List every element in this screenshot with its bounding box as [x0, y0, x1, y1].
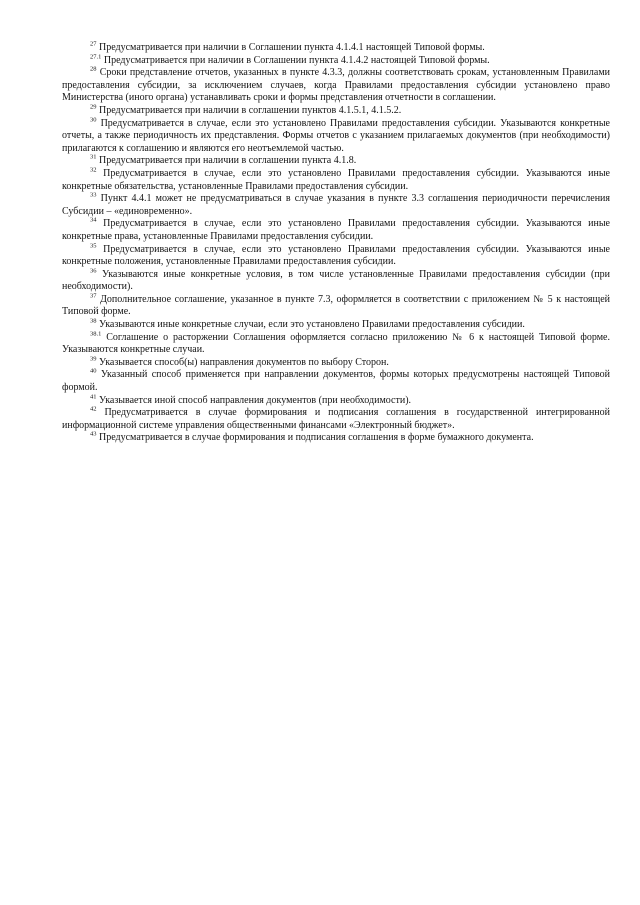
- footnote-mark: 39: [90, 355, 97, 363]
- footnote: [62, 67, 610, 105]
- footnote-mark: 37: [90, 292, 97, 300]
- footnote-text: Предусматривается в случае, если это установлено Правилами предоставления субсидии. Указываются иные конкретные обязательства, установленные Правилами предоставления субсидии.: [62, 167, 610, 192]
- footnote: [62, 332, 610, 357]
- footnote-text: Предусматривается при наличии в соглашении пункта 4.1.8.: [99, 155, 357, 167]
- footnote-mark: 40: [90, 368, 97, 376]
- footnote-mark: 42: [90, 405, 97, 413]
- footnote-text: Предусматривается в случае формирования и подписания соглашения в государственной интегрированной информационной системе управления общественными финансами «Электронный бюджет».: [62, 407, 610, 431]
- footnote-text: Пункт 4.4.1 может не предусматриваться в случае указания в пункте 3.3 соглашения периодичности перечисления Субсидии – «единовременно».: [62, 193, 611, 217]
- footnote-mark: 31: [90, 154, 97, 162]
- footnote-text: Предусматривается в случае, если это установлено Правилами предоставления субсидии. Указываются иные конкретные права, установленные Правилами предоставления субсидии.: [62, 218, 610, 242]
- footnote-text: Указывается способ(ы) направления документов по выбору Сторон.: [99, 356, 389, 368]
- footnote: [62, 42, 610, 55]
- footnote-text: Указанный способ применяется при направлении документов, формы которых предусмотрены настоящей Типовой формой.: [62, 369, 611, 394]
- footnote: [62, 319, 610, 332]
- footnote-mark: 33: [90, 191, 97, 199]
- footnote: [62, 357, 610, 370]
- footnote: [62, 369, 610, 394]
- footnote-mark: 41: [90, 393, 97, 401]
- footnote-mark: 38: [90, 317, 97, 325]
- footnote-mark: 36: [90, 267, 97, 275]
- footnote-mark: 30: [90, 116, 97, 124]
- footnote: [62, 168, 610, 193]
- footnote-text: Указывается иной способ направления документов (при необходимости).: [99, 394, 412, 406]
- footnote-text: Предусматривается при наличии в Соглашении пункта 4.1.4.2 настоящей Типовой формы.: [103, 54, 490, 66]
- footnote: [62, 269, 610, 294]
- footnote-mark: 38.1: [90, 330, 102, 338]
- footnote: [62, 395, 610, 408]
- footnote-mark: 32: [90, 166, 97, 174]
- footnotes-block: [62, 42, 610, 445]
- footnote-mark: 43: [90, 431, 97, 439]
- footnote-mark: 34: [90, 216, 97, 224]
- footnote: [62, 294, 610, 319]
- footnote: [62, 155, 610, 168]
- footnote-mark: 29: [90, 103, 97, 111]
- footnote-text: Предусматривается при наличии в Соглашении пункта 4.1.4.1 настоящей Типовой формы.: [99, 42, 485, 53]
- footnote: [62, 118, 610, 156]
- footnote: [62, 432, 610, 445]
- footnote: [62, 407, 610, 432]
- footnote-mark: 27: [90, 40, 97, 48]
- footnote: [62, 244, 610, 269]
- footnote: [62, 105, 610, 118]
- footnote: [62, 218, 610, 243]
- footnote-text: Соглашение о расторжении Соглашения оформляется согласно приложению № 6 к настоящей Типовой форме. Указываются конкретные случаи.: [62, 331, 610, 356]
- footnote-text: Дополнительное соглашение, указанное в пункте 7.3, оформляется в соответствии с приложением № 5 к настоящей Типовой форме.: [62, 293, 610, 318]
- footnote: [62, 55, 610, 68]
- footnote-text: Предусматривается в случае, если это установлено Правилами предоставления субсидии. Указываются иные конкретные положения, установленные Правилами предоставления субсидии.: [62, 243, 610, 268]
- footnote-text: Предусматривается в случае, если это установлено Правилами предоставления субсидии. Указываются конкретные отчеты, а также периодичность их представления. Формы отчетов с указанием прилагаемых документов (при необходимости) прилагаются к соглашению и являются его неотъемлемой частью.: [62, 117, 610, 154]
- footnote: [62, 193, 610, 218]
- footnote-text: Указываются иные конкретные случаи, если это установлено Правилами предоставления субсидии.: [99, 319, 525, 331]
- footnote-text: Предусматривается при наличии в соглашении пунктов 4.1.5.1, 4.1.5.2.: [99, 104, 402, 116]
- footnote-mark: 28: [90, 65, 97, 73]
- footnote-mark: 27.1: [90, 53, 102, 61]
- footnote-text: Указываются иные конкретные условия, в том числе установленные Правилами предоставления субсидии (при необходимости).: [62, 268, 611, 293]
- footnote-mark: 35: [90, 242, 97, 250]
- footnote-text: Предусматривается в случае формирования и подписания соглашения в форме бумажного документа.: [99, 432, 534, 444]
- footnote-text: Сроки представление отчетов, указанных в пункте 4.3.3, должны соответствовать срокам, установленным Правилами предоставления субсидии, за исключением случаев, когда Правилами предоставления субсидии установлено право Министерства (иного органа) устанавливать сроки и формы представления отчетности в соглашении.: [62, 67, 611, 104]
